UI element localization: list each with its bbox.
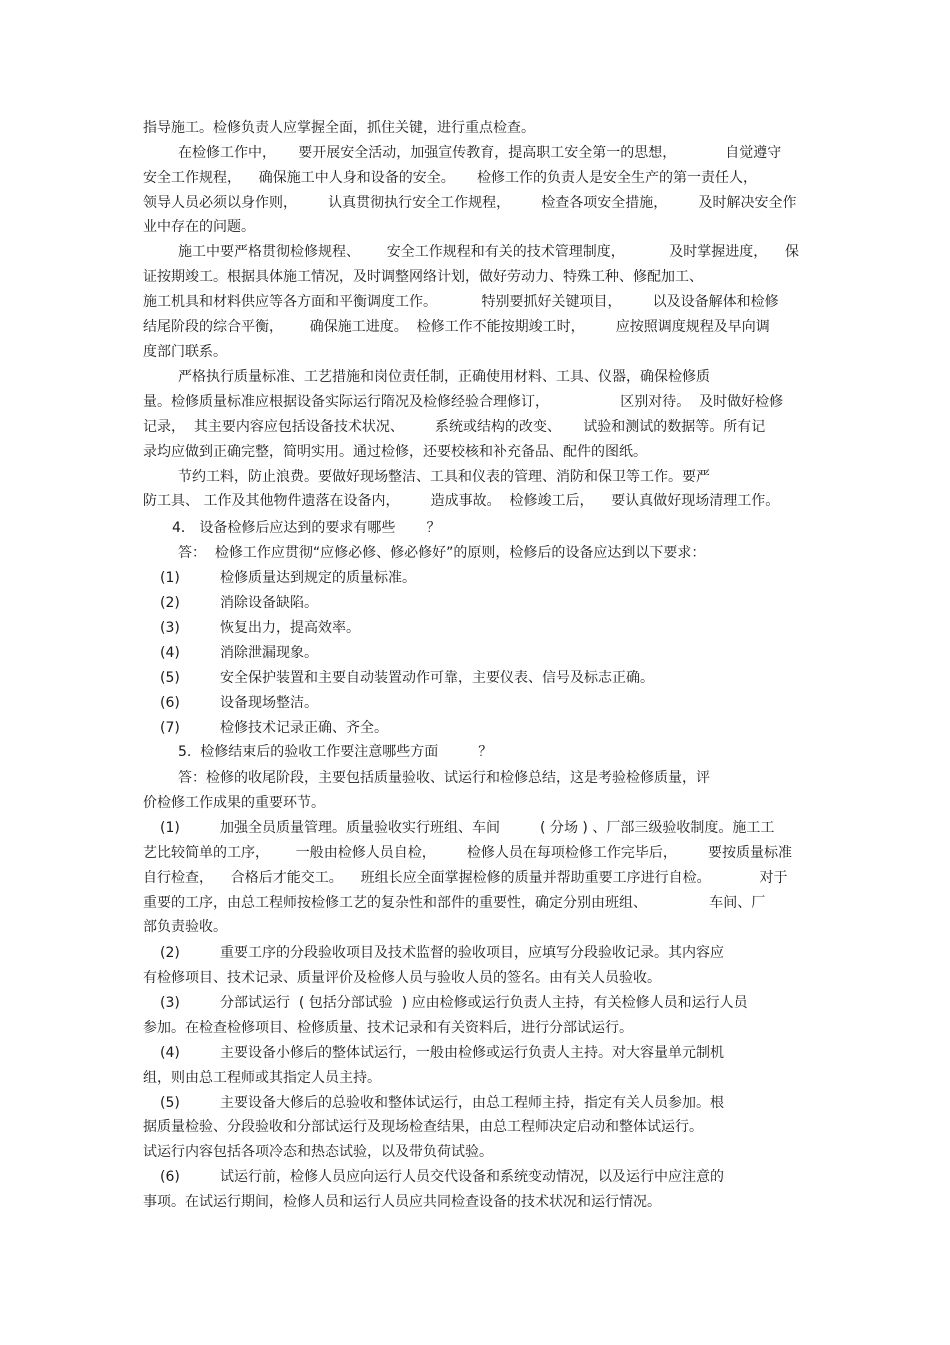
section-question: 4． 设备检修后应达到的要求有哪些 ？ xyxy=(172,520,441,536)
list-item xyxy=(160,593,318,613)
paragraph-line: 施工机具和材料供应等各方面和平衡调度工作。 特别要抓好关键项目， 以及设备解体和检修 xyxy=(143,294,779,310)
list-number: (2) xyxy=(160,595,180,611)
list-number: (5) xyxy=(160,1095,180,1111)
list-number: (7) xyxy=(160,720,180,736)
paragraph-line: 组，则由总工程师或其指定人员主持。 xyxy=(143,1070,381,1086)
list-item xyxy=(160,718,388,738)
paragraph-line: 证按期竣工。根据具体施工情况，及时调整网络计划，做好劳动力、特殊工种、修配加工、 xyxy=(143,269,703,285)
list-item xyxy=(160,1093,724,1113)
paragraph-line: 据质量检验、分段验收和分部试运行及现场检查结果，由总工程师决定启动和整体试运行。 xyxy=(143,1119,703,1135)
list-item xyxy=(160,818,774,838)
paragraph-line: 防工具、 工作及其他物件遗落在设备内， 造成事故。 检修竣工后， 要认真做好现场清理工作。 xyxy=(143,493,780,509)
list-number: (1) xyxy=(160,570,180,586)
paragraph-line: 量。检修质量标准应根据设备实际运行隋况及检修经验合理修订， 区别对待。 及时做好检修 xyxy=(143,394,784,410)
paragraph-line: 自行检查， 合格后才能交工。 班组长应全面掌握检修的质量并帮助重要工序进行自检。 对于 xyxy=(143,870,788,886)
answer-line: 答：检修的收尾阶段，主要包括质量验收、试运行和检修总结，这是考验检修质量，评 xyxy=(178,770,710,786)
list-text: 加强全员质量管理。质量验收实行班组、车间 ( 分场 ) 、厂部三级验收制度。施工工 xyxy=(220,820,775,836)
list-text: 检修质量达到规定的质量标准。 xyxy=(220,570,416,586)
list-number: (6) xyxy=(160,695,180,711)
paragraph-line: 结尾阶段的综合平衡， 确保施工进度。 检修工作不能按期竣工时， 应按照调度规程及早向调 xyxy=(143,319,770,335)
list-text: 重要工序的分段验收项目及技术监督的验收项目，应填写分段验收记录。其内容应 xyxy=(220,945,724,961)
list-item xyxy=(160,1043,724,1063)
list-item xyxy=(160,668,654,688)
paragraph-line: 安全工作规程， 确保施工中人身和设备的安全。 检修工作的负责人是安全生产的第一责任人， xyxy=(143,170,758,186)
section-question: 5. 检修结束后的验收工作要注意哪些方面 ？ xyxy=(178,744,493,760)
list-item xyxy=(160,693,318,713)
paragraph-line: 在检修工作中， 要开展安全活动，加强宣传教育，提高职工安全第一的思想， 自觉遵守 xyxy=(178,145,782,161)
paragraph-line: 部负责验收。 xyxy=(143,919,227,935)
list-text: 主要设备大修后的总验收和整体试运行，由总工程师主持，指定有关人员参加。根 xyxy=(220,1095,724,1111)
paragraph-line: 业中存在的问题。 xyxy=(143,219,255,235)
list-number: (3) xyxy=(160,995,180,1011)
list-number: (2) xyxy=(160,945,180,961)
list-text: 主要设备小修后的整体试运行，一般由检修或运行负责人主持。对大容量单元制机 xyxy=(220,1045,724,1061)
paragraph-line: 严格执行质量标准、工艺措施和岗位责任制，正确使用材料、工具、仪器，确保检修质 xyxy=(178,369,710,385)
list-item xyxy=(160,1167,724,1187)
list-number: (5) xyxy=(160,670,180,686)
list-text: 分部试运行 ( 包括分部试验 ) 应由检修或运行负责人主持，有关检修人员和运行人员 xyxy=(220,995,748,1011)
list-number: (4) xyxy=(160,1045,180,1061)
list-text: 恢复出力，提高效率。 xyxy=(220,620,360,636)
paragraph-line: 记录， 其主要内容应包括设备技术状况、 系统或结构的改变、 试验和测试的数据等。所有记 xyxy=(143,419,766,435)
paragraph-line: 重要的工序，由总工程师按检修工艺的复杂性和部件的重要性，确定分别由班组、 车间、厂 xyxy=(143,895,766,911)
list-item xyxy=(160,943,724,963)
list-number: (1) xyxy=(160,820,180,836)
list-number: (4) xyxy=(160,645,180,661)
list-text: 消除设备缺陷。 xyxy=(220,595,318,611)
list-text: 安全保护装置和主要自动装置动作可靠，主要仪表、信号及标志正确。 xyxy=(220,670,654,686)
paragraph-line: 有检修项目、技术记录、质量评价及检修人员与验收人员的签名。由有关人员验收。 xyxy=(143,970,661,986)
list-text: 试运行前，检修人员应向运行人员交代设备和系统变动情况，以及运行中应注意的 xyxy=(220,1169,724,1185)
list-item xyxy=(160,643,318,663)
paragraph-line: 价检修工作成果的重要环节。 xyxy=(143,795,325,811)
list-item xyxy=(160,618,360,638)
list-item xyxy=(160,568,416,588)
paragraph-line: 试运行内容包括各项冷态和热态试验，以及带负荷试验。 xyxy=(143,1144,493,1160)
paragraph-line: 事项。在试运行期间，检修人员和运行人员应共同检查设备的技术状况和运行情况。 xyxy=(143,1194,661,1210)
paragraph-line: 录均应做到正确完整，简明实用。通过检修，还要校核和补充备品、配件的图纸。 xyxy=(143,444,647,460)
paragraph-line: 参加。在检查检修项目、检修质量、技术记录和有关资料后，进行分部试运行。 xyxy=(143,1020,633,1036)
list-item xyxy=(160,993,748,1013)
list-number: (3) xyxy=(160,620,180,636)
paragraph-line: 度部门联系。 xyxy=(143,344,227,360)
paragraph-line: 施工中要严格贯彻检修规程、 安全工作规程和有关的技术管理制度， 及时掌握进度， 保 xyxy=(178,244,800,260)
paragraph-line: 节约工料，防止浪费。要做好现场整洁、工具和仪表的管理、消防和保卫等工作。要严 xyxy=(178,469,710,485)
paragraph-line: 指导施工。检修负责人应掌握全面，抓住关键，进行重点检查。 xyxy=(143,120,535,136)
paragraph-line: 领导人员必须以身作则， 认真贯彻执行安全工作规程， 检查各项安全措施， 及时解决安全作 xyxy=(143,195,797,211)
list-text: 检修技术记录正确、齐全。 xyxy=(220,720,388,736)
answer-line: 答： 检修工作应贯彻“应修必修、修必修好”的原则，检修后的设备应达到以下要求： xyxy=(178,545,706,561)
list-number: (6) xyxy=(160,1169,180,1185)
list-text: 消除泄漏现象。 xyxy=(220,645,318,661)
paragraph-line: 艺比较简单的工序， 一般由检修人员自检， 检修人员在每项检修工作完毕后， 要按质量标准 xyxy=(143,845,793,861)
list-text: 设备现场整洁。 xyxy=(220,695,318,711)
